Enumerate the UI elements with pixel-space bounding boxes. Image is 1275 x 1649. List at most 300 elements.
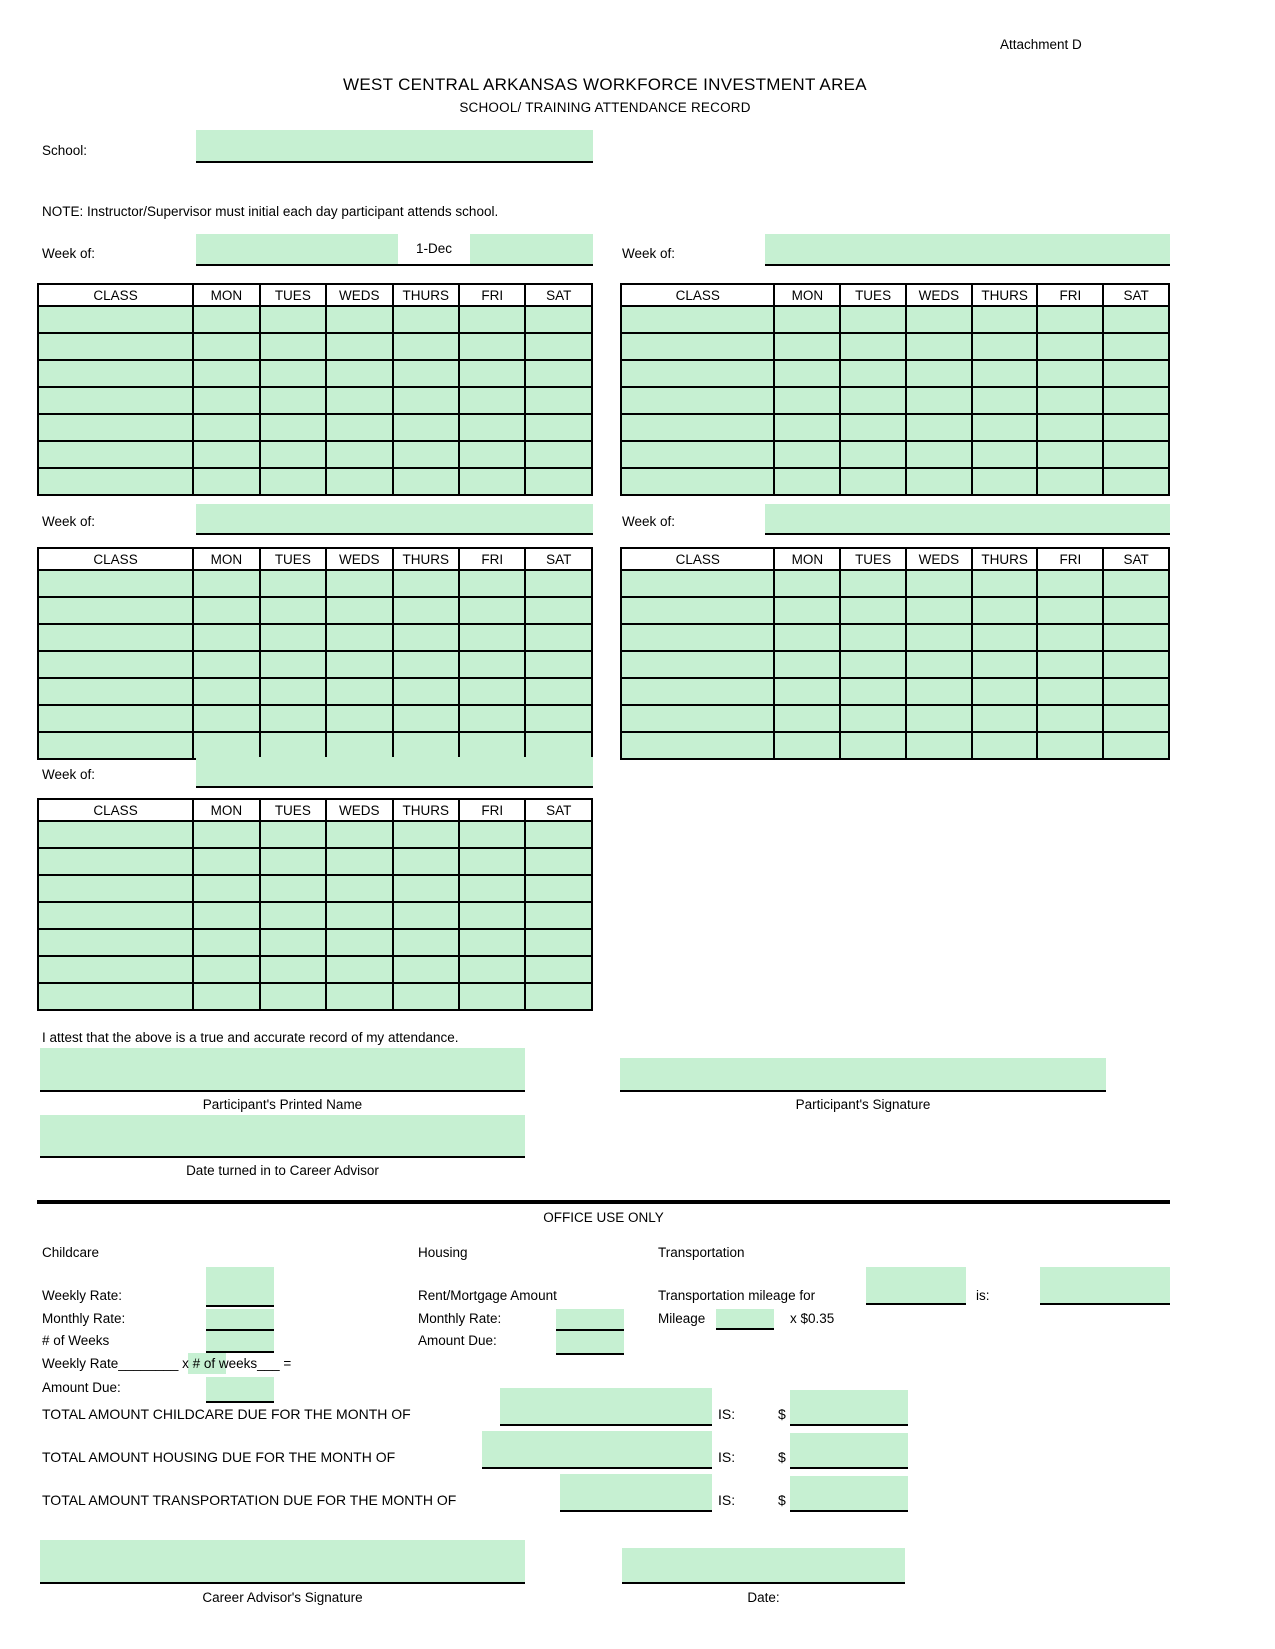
class-name-cell[interactable] [621,414,774,441]
attendance-initial-cell[interactable] [840,360,906,387]
attendance-initial-cell[interactable] [1103,651,1169,678]
transportation-mileage-input[interactable] [716,1309,774,1330]
date-turned-in-input[interactable] [40,1115,525,1158]
attendance-initial-cell[interactable] [840,732,906,759]
attendance-initial-cell[interactable] [326,875,392,902]
transportation-is-input[interactable] [1040,1267,1170,1305]
childcare-weeks-input[interactable] [206,1331,274,1353]
childcare-amount-due-label: Amount Due: [42,1380,121,1395]
attendance-initial-cell[interactable] [260,441,326,468]
class-name-cell[interactable] [38,848,193,875]
week2-right-input[interactable] [765,504,1170,535]
attendance-initial-cell[interactable] [906,732,972,759]
attendance-initial-cell[interactable] [840,306,906,333]
attendance-initial-cell[interactable] [1103,333,1169,360]
attendance-initial-cell[interactable] [774,732,840,759]
attendance-initial-cell[interactable] [193,360,259,387]
attendance-initial-cell[interactable] [260,705,326,732]
attendance-initial-cell[interactable] [326,306,392,333]
class-name-cell[interactable] [621,441,774,468]
attendance-initial-cell[interactable] [193,678,259,705]
attendance-initial-cell[interactable] [326,902,392,929]
attendance-initial-cell[interactable] [906,468,972,495]
column-header-class: CLASS [621,284,774,306]
class-name-cell[interactable] [38,929,193,956]
column-header-tues: TUES [840,548,906,570]
attendance-initial-cell[interactable] [1037,651,1103,678]
attendance-initial-cell[interactable] [393,360,459,387]
attendance-initial-cell[interactable] [326,929,392,956]
attendance-initial-cell[interactable] [972,414,1038,441]
attendance-initial-cell[interactable] [840,333,906,360]
column-header-mon: MON [774,548,840,570]
week1-right-input[interactable] [765,234,1170,266]
column-header-sat: SAT [1103,548,1169,570]
total-housing-month-input[interactable] [482,1431,712,1469]
week1-date-value: 1-Dec [415,241,452,256]
attendance-initial-cell[interactable] [260,468,326,495]
attendance-initial-cell[interactable] [260,306,326,333]
attendance-initial-cell[interactable] [326,468,392,495]
attendance-initial-cell[interactable] [193,929,259,956]
attendance-initial-cell[interactable] [525,651,592,678]
attendance-initial-cell[interactable] [525,306,592,333]
attendance-initial-cell[interactable] [840,624,906,651]
transportation-heading: Transportation [658,1245,745,1260]
attendance-initial-cell[interactable] [906,306,972,333]
attendance-initial-cell[interactable] [1103,441,1169,468]
class-name-cell[interactable] [621,705,774,732]
attendance-initial-cell[interactable] [972,333,1038,360]
attendance-initial-cell[interactable] [326,651,392,678]
attendance-initial-cell[interactable] [1037,678,1103,705]
attendance-initial-cell[interactable] [1103,705,1169,732]
class-name-cell[interactable] [38,983,193,1010]
attendance-initial-cell[interactable] [260,414,326,441]
class-name-cell[interactable] [621,732,774,759]
attendance-initial-cell[interactable] [459,929,525,956]
attendance-initial-cell[interactable] [1103,570,1169,597]
attendance-initial-cell[interactable] [326,983,392,1010]
class-name-cell[interactable] [38,306,193,333]
attendance-initial-cell[interactable] [1103,597,1169,624]
attendance-initial-cell[interactable] [459,875,525,902]
class-name-cell[interactable] [621,651,774,678]
attendance-initial-cell[interactable] [1103,414,1169,441]
attendance-initial-cell[interactable] [260,821,326,848]
week3-input[interactable] [196,757,593,788]
attendance-initial-cell[interactable] [260,387,326,414]
attendance-initial-cell[interactable] [906,624,972,651]
attendance-initial-cell[interactable] [972,570,1038,597]
attendance-initial-cell[interactable] [525,414,592,441]
attendance-initial-cell[interactable] [393,651,459,678]
attendance-initial-cell[interactable] [1103,360,1169,387]
attendance-initial-cell[interactable] [840,468,906,495]
participant-signature-input[interactable] [620,1058,1106,1092]
attendance-initial-cell[interactable] [459,705,525,732]
attendance-initial-cell[interactable] [525,983,592,1010]
attendance-initial-cell[interactable] [393,570,459,597]
attendance-initial-cell[interactable] [260,333,326,360]
attendance-initial-cell[interactable] [260,678,326,705]
attendance-initial-cell[interactable] [525,956,592,983]
attendance-initial-cell[interactable] [1037,414,1103,441]
transportation-mileage-label: Mileage [658,1311,706,1326]
class-name-cell[interactable] [38,387,193,414]
class-name-cell[interactable] [621,333,774,360]
week1-end-input[interactable] [470,234,593,264]
attendance-initial-cell[interactable] [840,651,906,678]
attendance-initial-cell[interactable] [840,597,906,624]
attendance-initial-cell[interactable] [326,732,392,759]
attendance-initial-cell[interactable] [260,624,326,651]
total-housing-is: IS: [718,1449,736,1465]
attendance-initial-cell[interactable] [840,678,906,705]
attendance-initial-cell[interactable] [972,468,1038,495]
attendance-initial-cell[interactable] [972,651,1038,678]
attendance-initial-cell[interactable] [972,441,1038,468]
week1-left-fieldgroup [196,234,593,266]
attendance-initial-cell[interactable] [525,333,592,360]
attendance-initial-cell[interactable] [774,624,840,651]
attendance-initial-cell[interactable] [393,983,459,1010]
column-header-fri: FRI [459,284,525,306]
attendance-initial-cell[interactable] [193,732,259,759]
column-header-tues: TUES [840,284,906,306]
attendance-initial-cell[interactable] [193,705,259,732]
attendance-initial-cell[interactable] [774,441,840,468]
attendance-row [621,387,1169,414]
attendance-initial-cell[interactable] [906,678,972,705]
class-name-cell[interactable] [621,387,774,414]
attendance-initial-cell[interactable] [393,678,459,705]
attendance-initial-cell[interactable] [1103,468,1169,495]
attendance-initial-cell[interactable] [774,333,840,360]
date-input[interactable] [622,1548,905,1584]
attendance-initial-cell[interactable] [193,983,259,1010]
attendance-row [38,821,592,848]
attendance-initial-cell[interactable] [393,875,459,902]
attendance-initial-cell[interactable] [906,597,972,624]
attendance-row [621,597,1169,624]
attendance-initial-cell[interactable] [260,848,326,875]
attendance-initial-cell[interactable] [1037,360,1103,387]
attendance-initial-cell[interactable] [260,597,326,624]
week1-start-input[interactable] [196,234,398,264]
attendance-initial-cell[interactable] [525,875,592,902]
attendance-initial-cell[interactable] [393,624,459,651]
attendance-initial-cell[interactable] [326,678,392,705]
attendance-initial-cell[interactable] [525,732,592,759]
attendance-initial-cell[interactable] [193,414,259,441]
attendance-initial-cell[interactable] [774,414,840,441]
attendance-initial-cell[interactable] [326,956,392,983]
attendance-initial-cell[interactable] [393,956,459,983]
attendance-initial-cell[interactable] [525,929,592,956]
attendance-initial-cell[interactable] [774,468,840,495]
attendance-initial-cell[interactable] [459,624,525,651]
attendance-initial-cell[interactable] [840,570,906,597]
attendance-initial-cell[interactable] [193,821,259,848]
attendance-initial-cell[interactable] [459,570,525,597]
printed-name-input[interactable] [40,1048,525,1092]
attendance-initial-cell[interactable] [840,387,906,414]
attendance-initial-cell[interactable] [260,956,326,983]
attendance-row [621,732,1169,759]
attendance-initial-cell[interactable] [1103,732,1169,759]
class-name-cell[interactable] [38,441,193,468]
attendance-initial-cell[interactable] [774,570,840,597]
attendance-initial-cell[interactable] [393,848,459,875]
attendance-initial-cell[interactable] [1037,597,1103,624]
class-name-cell[interactable] [38,570,193,597]
attendance-initial-cell[interactable] [972,306,1038,333]
attendance-initial-cell[interactable] [393,333,459,360]
attendance-initial-cell[interactable] [193,333,259,360]
attendance-initial-cell[interactable] [840,441,906,468]
attendance-initial-cell[interactable] [774,678,840,705]
attendance-initial-cell[interactable] [1037,333,1103,360]
attendance-initial-cell[interactable] [459,956,525,983]
attendance-initial-cell[interactable] [840,414,906,441]
career-advisor-signature-input[interactable] [40,1540,525,1584]
attendance-initial-cell[interactable] [906,651,972,678]
total-childcare-month-input[interactable] [500,1388,712,1426]
class-name-cell[interactable] [621,306,774,333]
class-name-cell[interactable] [621,597,774,624]
attendance-initial-cell[interactable] [459,597,525,624]
attendance-initial-cell[interactable] [525,468,592,495]
attendance-initial-cell[interactable] [525,597,592,624]
attendance-initial-cell[interactable] [393,732,459,759]
class-name-cell[interactable] [38,597,193,624]
attendance-initial-cell[interactable] [972,624,1038,651]
attendance-row [38,732,592,759]
attendance-initial-cell[interactable] [459,678,525,705]
attendance-initial-cell[interactable] [459,441,525,468]
transportation-mileage-for-input[interactable] [866,1267,966,1305]
class-name-cell[interactable] [38,651,193,678]
attendance-initial-cell[interactable] [1103,678,1169,705]
attendance-initial-cell[interactable] [525,821,592,848]
total-childcare-amount-input[interactable] [790,1390,908,1426]
attendance-row [38,333,592,360]
class-name-cell[interactable] [38,705,193,732]
attendance-initial-cell[interactable] [906,360,972,387]
class-name-cell[interactable] [621,468,774,495]
week2-left-input[interactable] [196,504,593,535]
attendance-initial-cell[interactable] [459,333,525,360]
attendance-initial-cell[interactable] [774,306,840,333]
class-name-cell[interactable] [38,360,193,387]
attendance-initial-cell[interactable] [326,705,392,732]
attendance-initial-cell[interactable] [972,387,1038,414]
attendance-initial-cell[interactable] [260,570,326,597]
attendance-initial-cell[interactable] [972,360,1038,387]
attendance-initial-cell[interactable] [393,414,459,441]
attendance-initial-cell[interactable] [1037,705,1103,732]
attendance-initial-cell[interactable] [1037,387,1103,414]
attendance-initial-cell[interactable] [326,387,392,414]
attendance-initial-cell[interactable] [525,624,592,651]
attendance-initial-cell[interactable] [972,705,1038,732]
attendance-initial-cell[interactable] [326,414,392,441]
attendance-initial-cell[interactable] [525,678,592,705]
attendance-initial-cell[interactable] [525,441,592,468]
attendance-initial-cell[interactable] [193,306,259,333]
childcare-formula-text: Weekly Rate________ x # of weeks___ = [42,1356,292,1371]
attendance-initial-cell[interactable] [906,441,972,468]
class-name-cell[interactable] [38,956,193,983]
attendance-initial-cell[interactable] [1037,624,1103,651]
attendance-initial-cell[interactable] [326,360,392,387]
total-transportation-label: TOTAL AMOUNT TRANSPORTATION DUE FOR THE MONTH OF [42,1492,457,1508]
attendance-initial-cell[interactable] [459,848,525,875]
class-name-cell[interactable] [38,414,193,441]
attendance-initial-cell[interactable] [525,705,592,732]
attendance-initial-cell[interactable] [459,468,525,495]
attendance-initial-cell[interactable] [260,875,326,902]
class-name-cell[interactable] [38,468,193,495]
attendance-initial-cell[interactable] [459,306,525,333]
column-header-mon: MON [774,284,840,306]
attendance-initial-cell[interactable] [193,468,259,495]
attendance-initial-cell[interactable] [774,651,840,678]
attendance-initial-cell[interactable] [1037,468,1103,495]
attendance-initial-cell[interactable] [393,929,459,956]
class-name-cell[interactable] [621,624,774,651]
class-name-cell[interactable] [38,678,193,705]
class-name-cell[interactable] [621,570,774,597]
column-header-sat: SAT [525,799,592,821]
attendance-initial-cell[interactable] [972,678,1038,705]
attendance-initial-cell[interactable] [459,732,525,759]
class-name-cell[interactable] [38,902,193,929]
childcare-weekly-rate-input[interactable] [206,1267,274,1307]
attendance-initial-cell[interactable] [326,848,392,875]
transportation-rate-text: x $0.35 [790,1311,835,1326]
attendance-initial-cell[interactable] [260,929,326,956]
attendance-initial-cell[interactable] [459,821,525,848]
attendance-initial-cell[interactable] [193,902,259,929]
attendance-initial-cell[interactable] [525,848,592,875]
attendance-initial-cell[interactable] [525,387,592,414]
attendance-initial-cell[interactable] [774,705,840,732]
attendance-initial-cell[interactable] [972,732,1038,759]
attendance-initial-cell[interactable] [193,597,259,624]
attendance-initial-cell[interactable] [260,902,326,929]
housing-monthly-rate-input[interactable] [556,1309,624,1331]
attendance-initial-cell[interactable] [1037,570,1103,597]
attendance-initial-cell[interactable] [525,902,592,929]
attendance-initial-cell[interactable] [393,306,459,333]
attendance-initial-cell[interactable] [193,441,259,468]
attendance-initial-cell[interactable] [393,468,459,495]
attendance-initial-cell[interactable] [393,705,459,732]
attendance-initial-cell[interactable] [906,705,972,732]
attendance-initial-cell[interactable] [972,597,1038,624]
column-header-mon: MON [193,284,259,306]
column-header-sat: SAT [1103,284,1169,306]
attendance-initial-cell[interactable] [260,732,326,759]
attendance-initial-cell[interactable] [393,441,459,468]
attendance-initial-cell[interactable] [326,624,392,651]
attendance-initial-cell[interactable] [1103,306,1169,333]
column-header-fri: FRI [1037,284,1103,306]
total-housing-amount-input[interactable] [790,1433,908,1469]
class-name-cell[interactable] [621,360,774,387]
childcare-weekly-rate-label: Weekly Rate: [42,1288,123,1303]
attendance-initial-cell[interactable] [459,651,525,678]
attendance-initial-cell[interactable] [459,360,525,387]
attendance-initial-cell[interactable] [1103,387,1169,414]
attendance-initial-cell[interactable] [906,570,972,597]
attendance-initial-cell[interactable] [906,414,972,441]
childcare-monthly-rate-input[interactable] [206,1309,274,1331]
attendance-initial-cell[interactable] [326,570,392,597]
attendance-initial-cell[interactable] [525,570,592,597]
class-name-cell[interactable] [38,624,193,651]
attendance-initial-cell[interactable] [525,360,592,387]
attendance-initial-cell[interactable] [774,387,840,414]
attendance-initial-cell[interactable] [906,387,972,414]
attendance-initial-cell[interactable] [906,333,972,360]
attendance-initial-cell[interactable] [326,821,392,848]
attendance-initial-cell[interactable] [1037,732,1103,759]
attendance-initial-cell[interactable] [393,902,459,929]
class-name-cell[interactable] [38,875,193,902]
attendance-initial-cell[interactable] [193,651,259,678]
housing-amount-due-input[interactable] [556,1331,624,1355]
attendance-initial-cell[interactable] [1037,306,1103,333]
attendance-initial-cell[interactable] [393,821,459,848]
attendance-initial-cell[interactable] [193,875,259,902]
class-name-cell[interactable] [38,333,193,360]
attendance-initial-cell[interactable] [193,387,259,414]
attendance-initial-cell[interactable] [326,441,392,468]
school-input[interactable] [196,130,593,163]
attendance-initial-cell[interactable] [260,360,326,387]
attendance-initial-cell[interactable] [1103,624,1169,651]
attendance-initial-cell[interactable] [193,624,259,651]
class-name-cell[interactable] [38,732,193,759]
attendance-initial-cell[interactable] [193,956,259,983]
attendance-initial-cell[interactable] [459,387,525,414]
attendance-initial-cell[interactable] [193,848,259,875]
class-name-cell[interactable] [38,821,193,848]
attendance-initial-cell[interactable] [260,983,326,1010]
attendance-row [38,387,592,414]
attendance-initial-cell[interactable] [326,333,392,360]
attendance-initial-cell[interactable] [774,597,840,624]
attendance-initial-cell[interactable] [1037,441,1103,468]
total-transportation-month-input[interactable] [560,1474,712,1512]
attendance-initial-cell[interactable] [193,570,259,597]
attendance-initial-cell[interactable] [459,983,525,1010]
attendance-initial-cell[interactable] [774,360,840,387]
childcare-amount-due-input[interactable] [206,1377,274,1403]
attendance-initial-cell[interactable] [459,414,525,441]
attendance-initial-cell[interactable] [393,387,459,414]
attendance-initial-cell[interactable] [459,902,525,929]
attendance-initial-cell[interactable] [326,597,392,624]
total-transportation-amount-input[interactable] [790,1476,908,1512]
class-name-cell[interactable] [621,678,774,705]
attendance-initial-cell[interactable] [393,597,459,624]
attendance-initial-cell[interactable] [260,651,326,678]
attendance-initial-cell[interactable] [840,705,906,732]
